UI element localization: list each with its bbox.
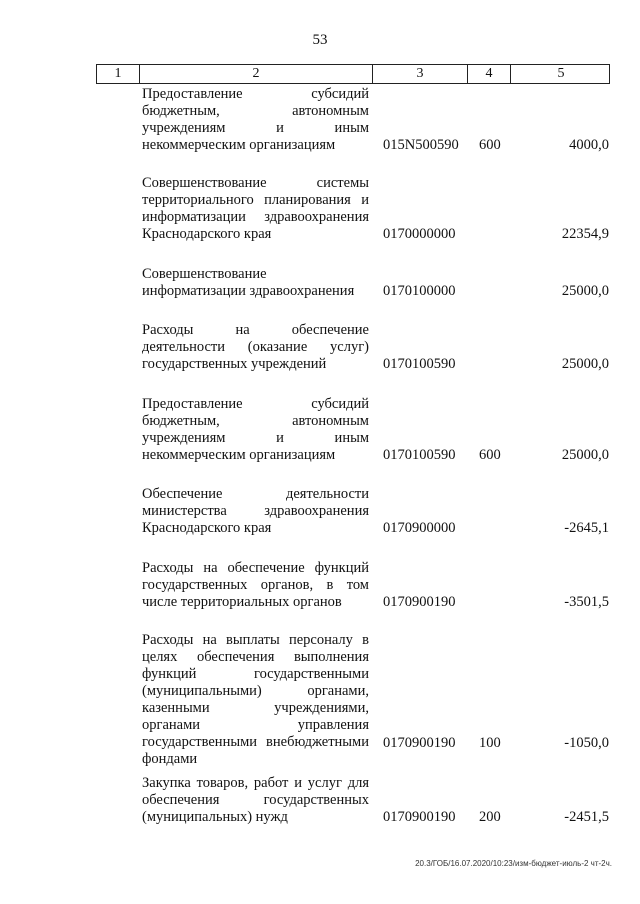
row-sum: -2645,1 (564, 520, 609, 536)
column-header-4: 4 (468, 65, 511, 83)
row-code: 0170100590 (383, 447, 456, 463)
row-code: 0170900190 (383, 735, 456, 751)
row-code: 0170900190 (383, 594, 456, 610)
table-row (0, 322, 640, 373)
column-header-3: 3 (373, 65, 468, 83)
table-row (0, 632, 640, 767)
row-name: Расходы на обеспечение функций государственных органов, в том числе территориальных органов (142, 560, 369, 610)
page-number: 53 (312, 32, 328, 48)
table-row (0, 486, 640, 537)
row-code: 0170900190 (383, 809, 456, 825)
row-name: Расходы на обеспечение деятельности (оказание услуг) государственных учреждений (142, 322, 369, 372)
row-code: 0170100590 (383, 356, 456, 372)
table-row (0, 396, 640, 464)
row-name: Совершенствование информатизации здравоохранения (142, 266, 355, 299)
table-row (0, 266, 640, 300)
row-sum: -1050,0 (564, 735, 609, 751)
row-sum: 4000,0 (569, 137, 609, 153)
row-kvr: 100 (479, 735, 501, 751)
row-sum: 25000,0 (561, 283, 609, 299)
row-sum: 22354,9 (561, 226, 609, 242)
row-sum: -3501,5 (564, 594, 609, 610)
row-code: 0170900000 (383, 520, 456, 536)
row-name: Предоставление субсидий бюджетным, автономным учреждениям и иным некоммерческим организациям (142, 86, 369, 153)
row-name: Расходы на выплаты персоналу в целях обеспечения выполнения функций государственными (муниципальными) органами, казенными учреждениями, органами управления государственными внебюджетными фондами (142, 632, 369, 767)
row-name: Обеспечение деятельности министерства здравоохранения Краснодарского края (142, 486, 369, 536)
row-code: 0170000000 (383, 226, 456, 242)
row-name: Совершенствование системы территориального планирования и информатизации здравоохранения Краснодарского края (142, 175, 369, 242)
row-sum: 25000,0 (561, 356, 609, 372)
column-header-5: 5 (557, 66, 565, 81)
table-row (0, 775, 640, 826)
column-header-1: 1 (97, 65, 140, 83)
table-row (0, 86, 640, 154)
row-kvr: 600 (479, 137, 501, 153)
row-sum: 25000,0 (561, 447, 609, 463)
table-row (0, 175, 640, 243)
table-row (0, 560, 640, 611)
row-kvr: 600 (479, 447, 501, 463)
row-kvr: 200 (479, 809, 501, 825)
row-code: 015N500590 (383, 137, 459, 153)
column-header-row (96, 64, 610, 84)
row-sum: -2451,5 (564, 809, 609, 825)
row-name: Предоставление субсидий бюджетным, автономным учреждениям и иным некоммерческим организациям (142, 396, 369, 463)
footer-file-note: 20.3/ГОБ/16.07.2020/10:23/изм-бюджет-июль-2 чт-2ч. (415, 859, 612, 868)
row-name: Закупка товаров, работ и услуг для обеспечения государственных (муниципальных) нужд (142, 775, 369, 825)
row-code: 0170100000 (383, 283, 456, 299)
column-header-2: 2 (140, 65, 373, 83)
